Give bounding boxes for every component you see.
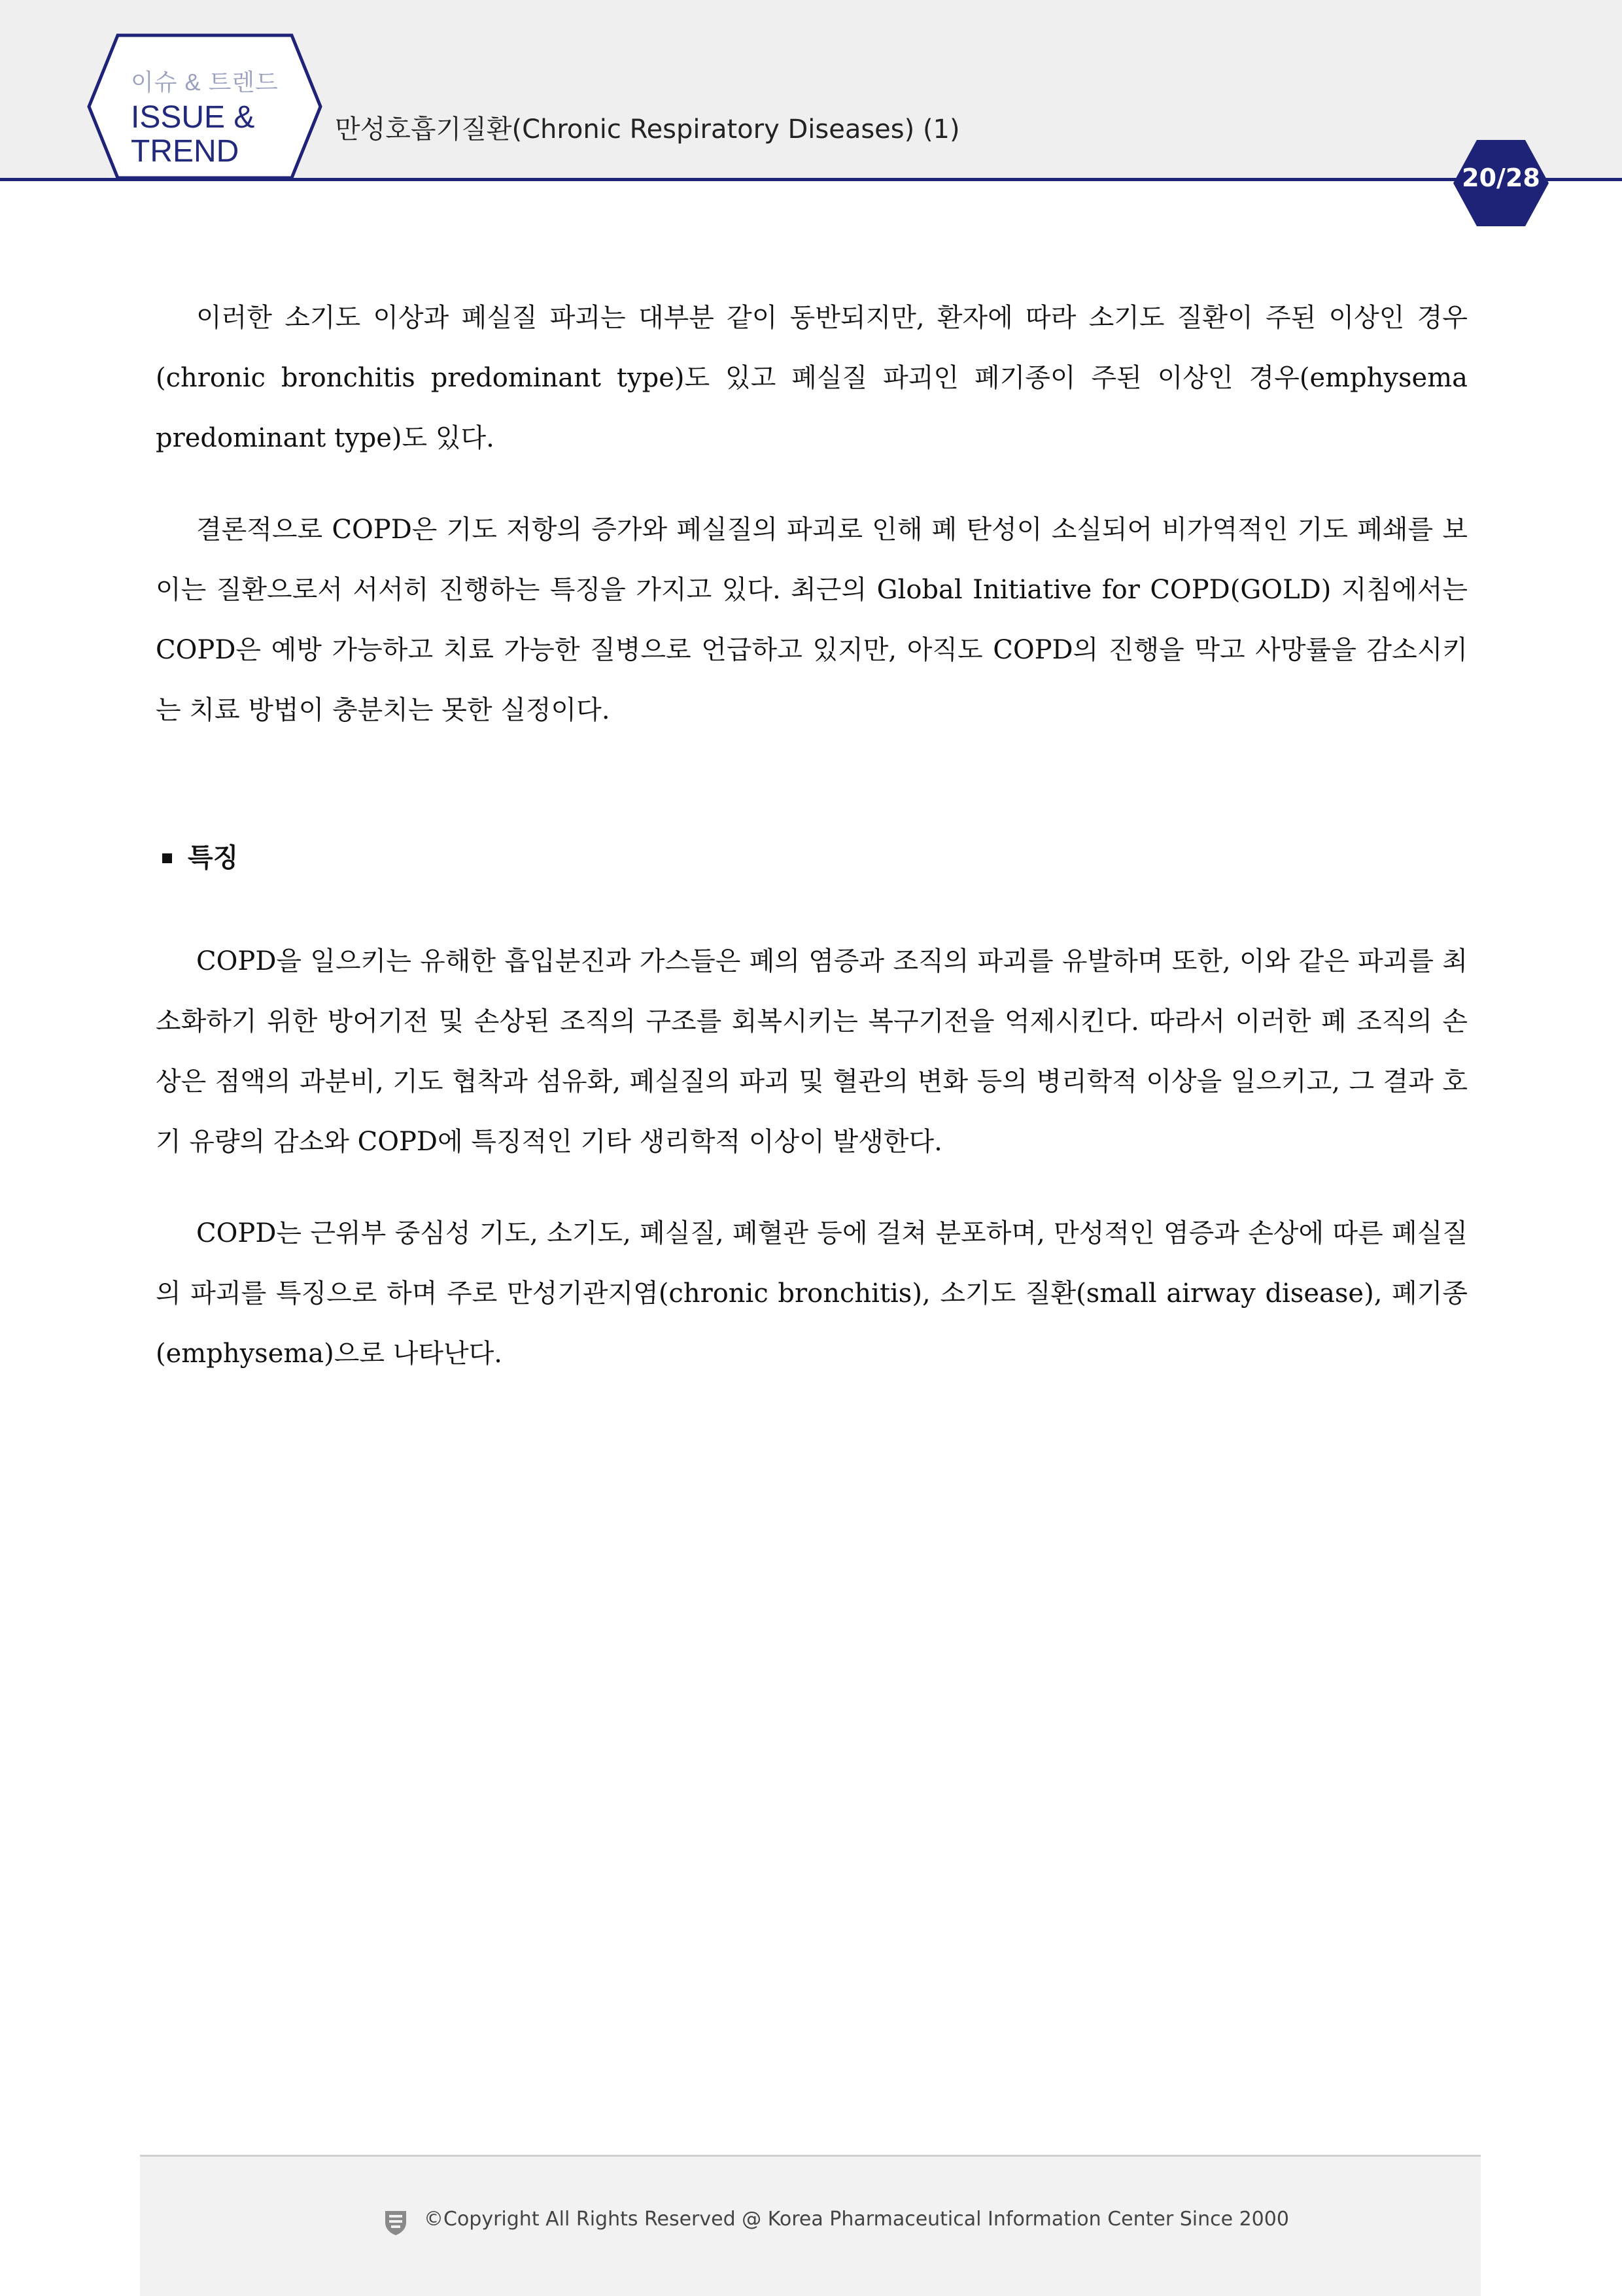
issue-trend-badge xyxy=(131,71,279,169)
paragraph-section-2: COPD는 근위부 중심성 기도, 소기도, 폐실질, 폐혈관 등에 걸쳐 분포하며, 만성적인 염증과 손상에 따른 폐실질의 파괴를 특징으로 하며 주로 만성기관지염(chronic bronchitis), 소기도 질환(small airway disease), 폐기종(emphysema)으로 나타난다. xyxy=(156,1218,1468,1369)
badge-korean-label: 이슈 & 트렌드 xyxy=(131,69,279,95)
badge-line-2: TREND xyxy=(131,134,239,169)
page-indicator: 20/28 xyxy=(1462,163,1540,192)
document-body xyxy=(156,288,1468,1384)
shield-crest-icon xyxy=(383,2209,408,2236)
document-title: 만성호흡기질환(Chronic Respiratory Diseases) (1) xyxy=(335,114,960,145)
header-divider xyxy=(0,178,1622,181)
section-heading xyxy=(156,838,1468,878)
paragraph-section-1: COPD을 일으키는 유해한 흡입분진과 가스들은 폐의 염증과 조직의 파괴를 유발하며 또한, 이와 같은 파괴를 최소화하기 위한 방어기전 및 손상된 조직의 구조를 회복시키는 복구기전을 억제시킨다. 따라서 이러한 폐 조직의 손상은 점액의 과분비, 기도 협착과 섬유화, 폐실질의 파괴 및 혈관의 변화 등의 병리학적 이상을 일으키고, 그 결과 호기 유량의 감소와 COPD에 특징적인 기타 생리학적 이상이 발생한다. xyxy=(156,946,1468,1157)
section-heading-label: 특징 xyxy=(188,843,239,873)
paragraph-intro-1: 이러한 소기도 이상과 폐실질 파괴는 대부분 같이 동반되지만, 환자에 따라 소기도 질환이 주된 이상인 경우(chronic bronchitis predominant type)도 있고 폐실질 파괴인 폐기종이 주된 이상인 경우(emphysema predominant type)도 있다. xyxy=(156,303,1468,453)
badge-line-1: ISSUE & xyxy=(131,100,255,135)
square-bullet-icon xyxy=(162,853,172,863)
copyright-notice: ©Copyright All Rights Reserved @ Korea Pharmaceutical Information Center Since 2000 xyxy=(424,2208,1289,2231)
paragraph-intro-2: 결론적으로 COPD은 기도 저항의 증가와 폐실질의 파괴로 인해 폐 탄성이 소실되어 비가역적인 기도 폐쇄를 보이는 질환으로서 서서히 진행하는 특징을 가지고 있다. 최근의 Global Initiative for COPD(GOLD) 지침에서는 COPD은 예방 가능하고 치료 가능한 질병으로 언급하고 있지만, 아직도 COPD의 진행을 막고 사망률을 감소시키는 치료 방법이 충분치는 못한 실정이다. xyxy=(156,515,1468,725)
